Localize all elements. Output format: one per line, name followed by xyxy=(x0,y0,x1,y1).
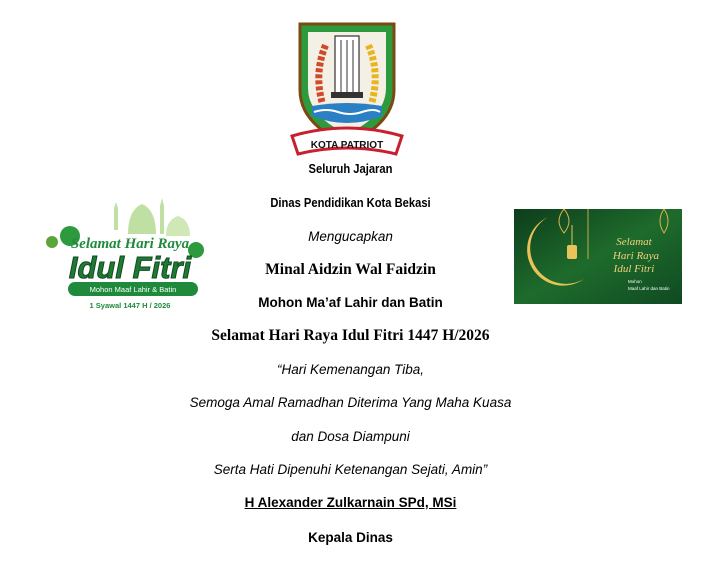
right-card-line2: Hari Raya xyxy=(612,250,660,262)
letter-line-9: dan Dosa Diampuni xyxy=(291,429,410,444)
letter-line-1: Seluruh Jajaran xyxy=(308,161,393,176)
idul-fitri-greeting-right xyxy=(514,209,682,304)
right-card-line1: Selamat xyxy=(616,236,652,248)
left-card-line4: 1 Syawal 1447 H / 2026 xyxy=(89,301,171,310)
kota-bekasi-emblem xyxy=(286,20,408,162)
signatory-name: H Alexander Zulkarnain SPd, MSi xyxy=(244,495,457,510)
left-card-line1: Selamat Hari Raya xyxy=(70,236,190,252)
letter-line-7: “Hari Kemenangan Tiba, xyxy=(277,362,424,377)
letter-line-3: Mengucapkan xyxy=(308,229,393,244)
left-card-line2: Idul Fitri xyxy=(68,250,192,285)
left-card-line3: Mohon Maaf Lahir & Batin xyxy=(89,285,177,294)
right-card-line3: Idul Fitri xyxy=(613,263,655,275)
letter-line-5: Mohon Ma’af Lahir dan Batin xyxy=(258,295,443,310)
signatory-position: Kepala Dinas xyxy=(308,530,393,545)
letter-line-6: Selamat Hari Raya Idul Fitri 1447 H/2026 xyxy=(211,327,490,344)
letter-line-2: Dinas Pendidikan Kota Bekasi xyxy=(270,195,431,210)
letter-line-8: Semoga Amal Ramadhan Diterima Yang Maha Kuasa xyxy=(189,395,512,410)
right-card-line5: Maaf Lahir dan Batin xyxy=(628,286,670,291)
letter-line-10: Serta Hati Dipenuhi Ketenangan Sejati, Amin” xyxy=(213,462,488,477)
emblem-motto: KOTA PATRIOT xyxy=(310,140,384,151)
right-card-line4: Mohon xyxy=(628,279,642,284)
letter-line-4: Minal Aidzin Wal Faidzin xyxy=(265,261,436,278)
